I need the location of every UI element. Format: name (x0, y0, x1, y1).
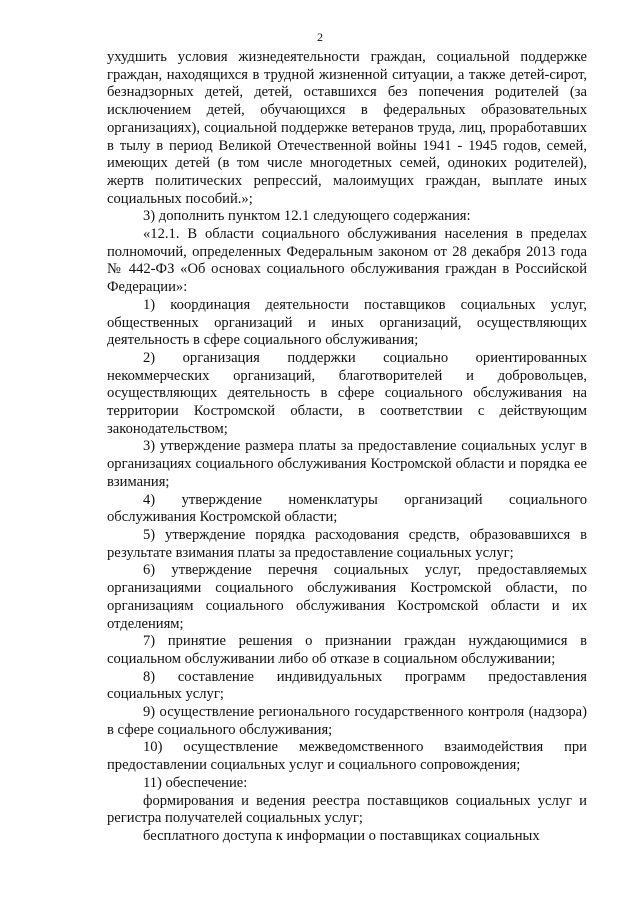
list-item-7: 7) принятие решения о признании граждан нуждающимися в социальном обслуживании либо об отказе в социальном обслуживании; (107, 633, 587, 667)
page-number: 2 (317, 30, 323, 44)
paragraph-clause-12-1: «12.1. В области социального обслуживания населения в пределах полномочий, определенных Федеральным законом от 28 декабря 2013 года № 442-ФЗ «Об основах социального обслуживания граждан в Российской Федерации»: (107, 226, 587, 296)
list-item-10: 10) осуществление межведомственного взаимодействия при предоставлении социальных услуг и социального сопровождения; (107, 739, 587, 774)
list-item-4: 4) утверждение номенклатуры организаций социального обслуживания Костромской области; (107, 491, 587, 526)
list-item-11-subitem-access: бесплатного доступа к информации о поставщиках социальных (143, 827, 540, 844)
list-item-3: 3) утверждение размера платы за предоставление социальных услуг в организациях социального обслуживания Костромской области и порядка ее взимания; (107, 438, 587, 490)
list-item-6: 6) утверждение перечня социальных услуг, предоставляемых организациями социального обслуживания Костромской области, по организациям социального обслуживания Костромской области и их отделениям; (107, 562, 587, 632)
document-body (107, 49, 587, 846)
paragraph-continuation: ухудшить условия жизнедеятельности граждан, социальной поддержке граждан, находящихся в трудной жизненной ситуации, а также детей-сирот, безнадзорных детей, детей, оставшихся без попечения родителей (за исключением детей, обучающихся в федеральных образовательных организациях), социальной поддержке ветеранов труда, лиц, проработавших в тылу в период Великой Отечественной войны 1941 - 1945 годов, семей, имеющих детей (в том числе многодетных семей, одиноких родителей), жертв политических репрессий, малоимущих граждан, выплате иных социальных пособий.»; (107, 49, 587, 207)
paragraph-amendment-3: 3) дополнить пунктом 12.1 следующего содержания: (143, 208, 471, 225)
list-item-11-subitem-registry: формирования и ведения реестра поставщиков социальных услуг и регистра получателей социальных услуг; (107, 792, 587, 827)
list-item-9: 9) осуществление регионального государственного контроля (надзора) в сфере социального обслуживания; (107, 704, 587, 738)
list-item-11: 11) обеспечение: (143, 774, 248, 791)
list-item-5: 5) утверждение порядка расходования средств, образовавшихся в результате взимания платы за предоставление социальных услуг; (107, 526, 587, 561)
list-item-1: 1) координация деятельности поставщиков социальных услуг, общественных организаций и иных организаций, осуществляющих деятельность в сфере социального обслуживания; (107, 296, 587, 349)
list-item-2: 2) организация поддержки социально ориентированных некоммерческих организаций, благотворителей и добровольцев, осуществляющих деятельность в сфере социального обслуживания на территории Костромской области, в соответствии с действующим законодательством; (107, 349, 587, 437)
list-item-8: 8) составление индивидуальных программ предоставления социальных услуг; (107, 668, 587, 703)
